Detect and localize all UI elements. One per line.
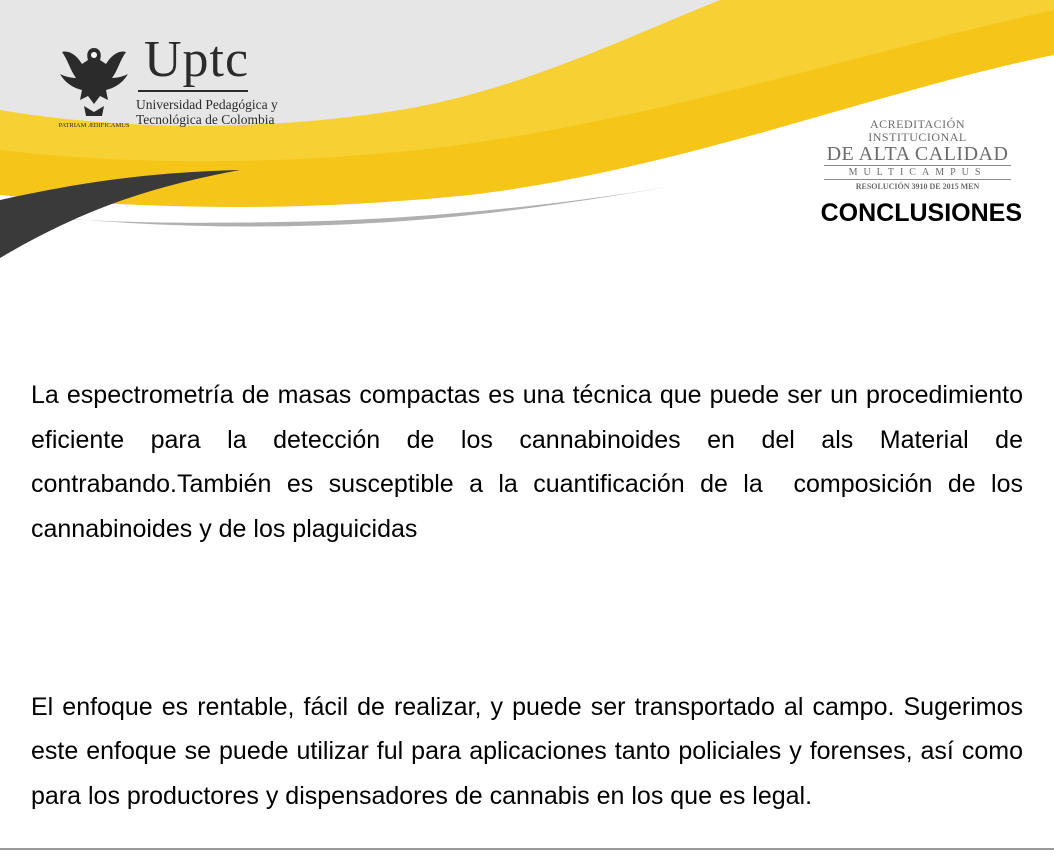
accreditation-line3: MULTICAMPUS [824, 165, 1011, 180]
accreditation-line4: RESOLUCIÓN 3910 DE 2015 MEN [855, 182, 980, 191]
wordmark-underline [138, 90, 248, 92]
accreditation-line2: DE ALTA CALIDAD [826, 143, 1009, 165]
conclusion-paragraph-1: La espectrometría de masas compactas es una técnica que puede ser un procedimiento eficiente para la detección de los cannabinoides en del als Material de contrabando.También es susceptible a la cuantificación de la composición de los cannabinoides y de los plaguicidas [31, 381, 1037, 543]
uptc-wordmark: Uptc [144, 31, 250, 88]
university-name-line2: Tecnológica de Colombia [136, 112, 275, 127]
accreditation-badge [820, 118, 1015, 193]
slide-body [31, 284, 1037, 863]
emblem-motto: PATRIAM ÆDIFICAMUS [58, 122, 130, 129]
slide-title: CONCLUSIONES [820, 199, 1022, 227]
eagle-emblem-icon [58, 30, 130, 130]
university-logo [58, 30, 278, 140]
conclusion-paragraph-2: El enfoque es rentable, fácil de realizar, y puede ser transportado al campo. Sugerimos este enfoque se puede utilizar ful para aplicaciones tanto policiales y forenses, así como para los productores y dispensadores de cannabis en los que es legal. [31, 692, 1030, 810]
university-name-line1: Universidad Pedagógica y [136, 97, 278, 112]
accreditation-line1: ACREDITACIÓN INSTITUCIONAL [868, 117, 967, 144]
